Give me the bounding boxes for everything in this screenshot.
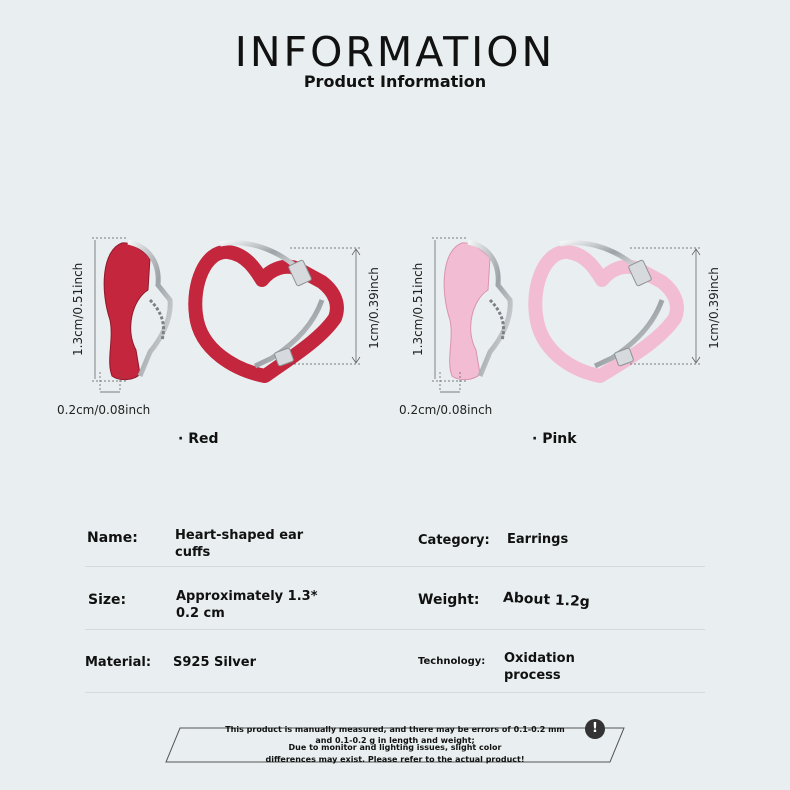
spec-size-value-2: 0.2 cm <box>176 606 225 621</box>
note-line-1: This product is manually measured, and there may be errors of 0.1-0.2 mm <box>225 725 565 734</box>
pink-inner-label: 1cm/0.39inch <box>707 267 721 349</box>
spec-divider-2 <box>85 629 705 630</box>
spec-name-value-1: Heart-shaped ear <box>175 528 304 543</box>
spec-technology-value-2: process <box>504 668 561 683</box>
variant-pink-label: Pink <box>542 431 577 447</box>
spec-technology-label: Technology: <box>418 656 486 667</box>
spec-divider-1 <box>85 566 705 567</box>
spec-name-value-2: cuffs <box>175 545 211 560</box>
note-line-2: and 0.1-0.2 g in length and weight; <box>315 736 475 745</box>
red-earring-side-view <box>104 242 170 380</box>
pink-earring-front-view <box>535 243 677 376</box>
note-line-4: differences may exist. Please refer to the actual product! <box>265 755 525 764</box>
spec-technology-value-1: Oxidation <box>504 651 575 666</box>
spec-material-value: S925 Silver <box>173 655 257 670</box>
spec-category-value: Earrings <box>507 532 569 547</box>
variant-red-label: Red <box>188 431 219 447</box>
spec-weight-value: About 1.2g <box>502 589 591 611</box>
variant-pink: · Pink <box>532 431 577 447</box>
pink-height-label: 1.3cm/0.51inch <box>411 262 425 356</box>
spec-size-label: Size: <box>88 592 127 608</box>
spec-material-label: Material: <box>85 655 152 670</box>
red-width-label: 0.2cm/0.08inch <box>57 403 151 417</box>
product-illustration <box>0 225 790 395</box>
variant-red: · Red <box>178 431 219 447</box>
spec-divider-3 <box>85 692 705 693</box>
exclamation-icon: ! <box>585 719 605 739</box>
spec-weight-label: Weight: <box>418 592 480 608</box>
spec-size-value-1: Approximately 1.3* <box>176 589 318 604</box>
red-inner-label: 1cm/0.39inch <box>367 267 381 349</box>
pink-width-label: 0.2cm/0.08inch <box>399 403 493 417</box>
red-height-label: 1.3cm/0.51inch <box>71 262 85 356</box>
spec-name-label: Name: <box>87 530 138 546</box>
page-title: INFORMATION <box>234 28 556 76</box>
red-earring-front-view <box>195 243 337 376</box>
note-line-3: Due to monitor and lighting issues, slight color <box>288 743 502 752</box>
spec-category-label: Category: <box>418 533 490 548</box>
pink-earring-side-view <box>444 242 510 380</box>
page-subtitle: Product Information <box>303 72 487 91</box>
